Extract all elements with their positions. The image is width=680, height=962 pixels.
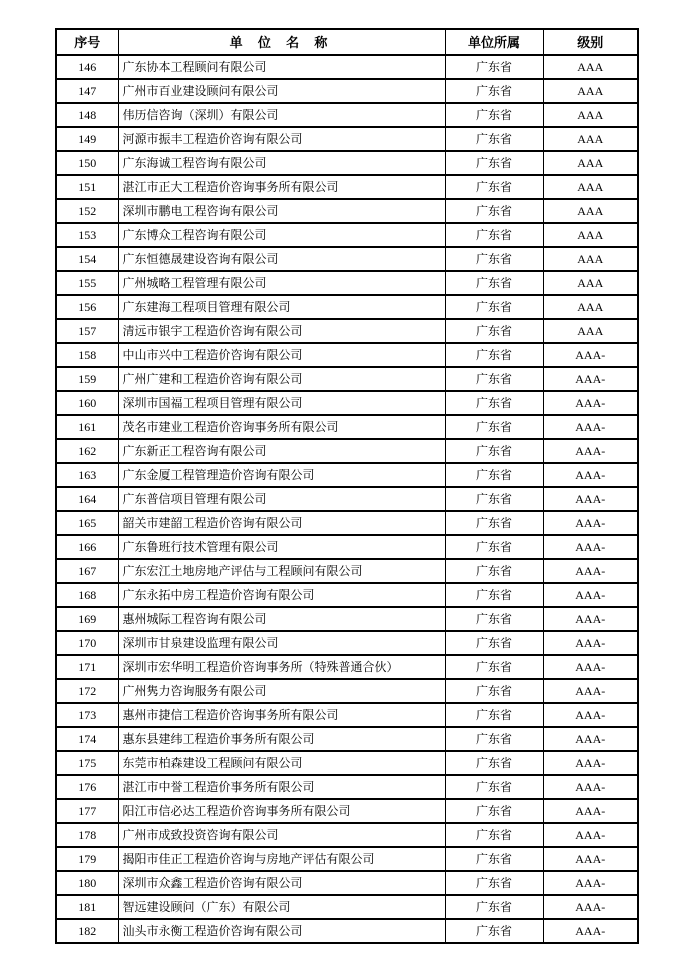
grade-cell: AAA-: [543, 823, 638, 847]
company-name-cell: 湛江市正大工程造价咨询事务所有限公司: [118, 175, 445, 199]
company-name-cell: 广东海诚工程咨询有限公司: [118, 151, 445, 175]
table-row: [56, 679, 638, 703]
table-row: [56, 103, 638, 127]
company-name-cell: 广东鲁班行技术管理有限公司: [118, 535, 445, 559]
region-cell: 广东省: [445, 511, 543, 535]
row-number-cell: 170: [56, 631, 118, 655]
region-cell: 广东省: [445, 871, 543, 895]
table-row: [56, 655, 638, 679]
grade-cell: AAA-: [543, 727, 638, 751]
row-number-cell: 163: [56, 463, 118, 487]
row-number-cell: 152: [56, 199, 118, 223]
row-number-cell: 166: [56, 535, 118, 559]
region-cell: 广东省: [445, 415, 543, 439]
company-name-cell: 深圳市国福工程项目管理有限公司: [118, 391, 445, 415]
grade-cell: AAA-: [543, 871, 638, 895]
table-row: [56, 871, 638, 895]
grade-cell: AAA-: [543, 679, 638, 703]
row-number-cell: 157: [56, 319, 118, 343]
region-cell: 广东省: [445, 55, 543, 79]
table-row: [56, 775, 638, 799]
grade-cell: AAA-: [543, 559, 638, 583]
region-cell: 广东省: [445, 223, 543, 247]
company-rating-table: [55, 28, 639, 944]
region-cell: 广东省: [445, 775, 543, 799]
region-cell: 广东省: [445, 199, 543, 223]
company-name-cell: 茂名市建业工程造价咨询事务所有限公司: [118, 415, 445, 439]
table-row: [56, 295, 638, 319]
row-number-cell: 181: [56, 895, 118, 919]
row-number-cell: 161: [56, 415, 118, 439]
region-cell: 广东省: [445, 823, 543, 847]
region-cell: 广东省: [445, 295, 543, 319]
company-name-cell: 深圳市宏华明工程造价咨询事务所（特殊普通合伙）: [118, 655, 445, 679]
grade-cell: AAA: [543, 199, 638, 223]
table-row: [56, 271, 638, 295]
table-row: [56, 463, 638, 487]
grade-cell: AAA-: [543, 607, 638, 631]
company-name-cell: 广州城略工程管理有限公司: [118, 271, 445, 295]
region-cell: 广东省: [445, 343, 543, 367]
grade-cell: AAA: [543, 103, 638, 127]
grade-cell: AAA: [543, 79, 638, 103]
grade-cell: AAA-: [543, 847, 638, 871]
grade-cell: AAA-: [543, 655, 638, 679]
table-row: [56, 55, 638, 79]
grade-cell: AAA-: [543, 439, 638, 463]
company-name-cell: 广东协本工程顾问有限公司: [118, 55, 445, 79]
row-number-cell: 150: [56, 151, 118, 175]
company-name-cell: 汕头市永衡工程造价咨询有限公司: [118, 919, 445, 943]
table-row: [56, 727, 638, 751]
company-name-cell: 清远市银宇工程造价咨询有限公司: [118, 319, 445, 343]
region-cell: 广东省: [445, 151, 543, 175]
grade-cell: AAA-: [543, 391, 638, 415]
column-header-name: 单 位 名 称: [118, 29, 445, 55]
table-row: [56, 439, 638, 463]
grade-cell: AAA: [543, 223, 638, 247]
row-number-cell: 148: [56, 103, 118, 127]
company-name-cell: 阳江市信必达工程造价咨询事务所有限公司: [118, 799, 445, 823]
region-cell: 广东省: [445, 391, 543, 415]
region-cell: 广东省: [445, 559, 543, 583]
table-row: [56, 151, 638, 175]
row-number-cell: 162: [56, 439, 118, 463]
row-number-cell: 147: [56, 79, 118, 103]
company-name-cell: 惠州城际工程咨询有限公司: [118, 607, 445, 631]
grade-cell: AAA-: [543, 367, 638, 391]
row-number-cell: 151: [56, 175, 118, 199]
company-name-cell: 广东宏江土地房地产评估与工程顾问有限公司: [118, 559, 445, 583]
region-cell: 广东省: [445, 679, 543, 703]
grade-cell: AAA-: [543, 751, 638, 775]
row-number-cell: 158: [56, 343, 118, 367]
region-cell: 广东省: [445, 847, 543, 871]
grade-cell: AAA-: [543, 703, 638, 727]
company-name-cell: 广东金厦工程管理造价咨询有限公司: [118, 463, 445, 487]
table-row: [56, 511, 638, 535]
table-row: [56, 199, 638, 223]
company-name-cell: 广州隽力咨询服务有限公司: [118, 679, 445, 703]
row-number-cell: 165: [56, 511, 118, 535]
region-cell: 广东省: [445, 535, 543, 559]
region-cell: 广东省: [445, 655, 543, 679]
table-row: [56, 367, 638, 391]
grade-cell: AAA: [543, 247, 638, 271]
company-name-cell: 广州市成致投资咨询有限公司: [118, 823, 445, 847]
row-number-cell: 169: [56, 607, 118, 631]
row-number-cell: 172: [56, 679, 118, 703]
column-header-number: 序号: [56, 29, 118, 55]
grade-cell: AAA-: [543, 343, 638, 367]
company-name-cell: 广东建海工程项目管理有限公司: [118, 295, 445, 319]
table-row: [56, 559, 638, 583]
row-number-cell: 171: [56, 655, 118, 679]
company-name-cell: 深圳市甘泉建设监理有限公司: [118, 631, 445, 655]
row-number-cell: 154: [56, 247, 118, 271]
grade-cell: AAA-: [543, 583, 638, 607]
table-row: [56, 127, 638, 151]
company-name-cell: 广州市百业建设顾问有限公司: [118, 79, 445, 103]
table-row: [56, 175, 638, 199]
row-number-cell: 180: [56, 871, 118, 895]
grade-cell: AAA-: [543, 895, 638, 919]
column-header-region: 单位所属: [445, 29, 543, 55]
company-name-cell: 韶关市建韶工程造价咨询有限公司: [118, 511, 445, 535]
company-name-cell: 深圳市众鑫工程造价咨询有限公司: [118, 871, 445, 895]
grade-cell: AAA-: [543, 463, 638, 487]
company-name-cell: 东莞市柏森建设工程顾问有限公司: [118, 751, 445, 775]
table-row: [56, 631, 638, 655]
region-cell: 广东省: [445, 727, 543, 751]
grade-cell: AAA: [543, 319, 638, 343]
region-cell: 广东省: [445, 751, 543, 775]
grade-cell: AAA-: [543, 919, 638, 943]
region-cell: 广东省: [445, 367, 543, 391]
grade-cell: AAA-: [543, 775, 638, 799]
region-cell: 广东省: [445, 175, 543, 199]
row-number-cell: 153: [56, 223, 118, 247]
region-cell: 广东省: [445, 799, 543, 823]
region-cell: 广东省: [445, 631, 543, 655]
region-cell: 广东省: [445, 271, 543, 295]
company-name-cell: 智远建设顾问（广东）有限公司: [118, 895, 445, 919]
table-row: [56, 799, 638, 823]
company-name-cell: 惠东县建纬工程造价事务所有限公司: [118, 727, 445, 751]
table-header: [56, 29, 638, 55]
region-cell: 广东省: [445, 487, 543, 511]
row-number-cell: 176: [56, 775, 118, 799]
region-cell: 广东省: [445, 919, 543, 943]
table-row: [56, 919, 638, 943]
table-row: [56, 319, 638, 343]
company-name-cell: 广东永拓中房工程造价咨询有限公司: [118, 583, 445, 607]
region-cell: 广东省: [445, 439, 543, 463]
row-number-cell: 182: [56, 919, 118, 943]
grade-cell: AAA-: [543, 487, 638, 511]
row-number-cell: 174: [56, 727, 118, 751]
table-row: [56, 847, 638, 871]
grade-cell: AAA: [543, 175, 638, 199]
region-cell: 广东省: [445, 583, 543, 607]
table-row: [56, 607, 638, 631]
table-row: [56, 223, 638, 247]
table-row: [56, 703, 638, 727]
grade-cell: AAA: [543, 295, 638, 319]
row-number-cell: 175: [56, 751, 118, 775]
grade-cell: AAA-: [543, 415, 638, 439]
row-number-cell: 160: [56, 391, 118, 415]
table-row: [56, 823, 638, 847]
region-cell: 广东省: [445, 463, 543, 487]
company-name-cell: 伟历信咨询（深圳）有限公司: [118, 103, 445, 127]
company-name-cell: 广东博众工程咨询有限公司: [118, 223, 445, 247]
row-number-cell: 168: [56, 583, 118, 607]
table-row: [56, 895, 638, 919]
row-number-cell: 159: [56, 367, 118, 391]
row-number-cell: 178: [56, 823, 118, 847]
region-cell: 广东省: [445, 703, 543, 727]
row-number-cell: 179: [56, 847, 118, 871]
table-row: [56, 535, 638, 559]
company-name-cell: 揭阳市佳正工程造价咨询与房地产评估有限公司: [118, 847, 445, 871]
grade-cell: AAA-: [543, 511, 638, 535]
table-row: [56, 247, 638, 271]
region-cell: 广东省: [445, 127, 543, 151]
grade-cell: AAA-: [543, 799, 638, 823]
row-number-cell: 177: [56, 799, 118, 823]
company-name-cell: 惠州市捷信工程造价咨询事务所有限公司: [118, 703, 445, 727]
company-name-cell: 广东恒德晟建设咨询有限公司: [118, 247, 445, 271]
region-cell: 广东省: [445, 607, 543, 631]
grade-cell: AAA: [543, 271, 638, 295]
company-name-cell: 广东新正工程咨询有限公司: [118, 439, 445, 463]
company-name-cell: 湛江市中誉工程造价事务所有限公司: [118, 775, 445, 799]
region-cell: 广东省: [445, 895, 543, 919]
region-cell: 广东省: [445, 247, 543, 271]
row-number-cell: 173: [56, 703, 118, 727]
row-number-cell: 164: [56, 487, 118, 511]
grade-cell: AAA-: [543, 631, 638, 655]
header-row: [56, 29, 638, 55]
company-name-cell: 广州广建和工程造价咨询有限公司: [118, 367, 445, 391]
table-body: [56, 55, 638, 943]
table-row: [56, 343, 638, 367]
region-cell: 广东省: [445, 103, 543, 127]
table-row: [56, 751, 638, 775]
row-number-cell: 146: [56, 55, 118, 79]
company-name-cell: 广东普信项目管理有限公司: [118, 487, 445, 511]
row-number-cell: 155: [56, 271, 118, 295]
table-row: [56, 79, 638, 103]
grade-cell: AAA: [543, 55, 638, 79]
company-name-cell: 中山市兴中工程造价咨询有限公司: [118, 343, 445, 367]
company-name-cell: 深圳市鹏电工程咨询有限公司: [118, 199, 445, 223]
table-row: [56, 487, 638, 511]
row-number-cell: 149: [56, 127, 118, 151]
grade-cell: AAA: [543, 151, 638, 175]
row-number-cell: 167: [56, 559, 118, 583]
grade-cell: AAA: [543, 127, 638, 151]
column-header-grade: 级别: [543, 29, 638, 55]
grade-cell: AAA-: [543, 535, 638, 559]
company-name-cell: 河源市振丰工程造价咨询有限公司: [118, 127, 445, 151]
region-cell: 广东省: [445, 319, 543, 343]
row-number-cell: 156: [56, 295, 118, 319]
table-row: [56, 583, 638, 607]
table-row: [56, 415, 638, 439]
table-row: [56, 391, 638, 415]
region-cell: 广东省: [445, 79, 543, 103]
